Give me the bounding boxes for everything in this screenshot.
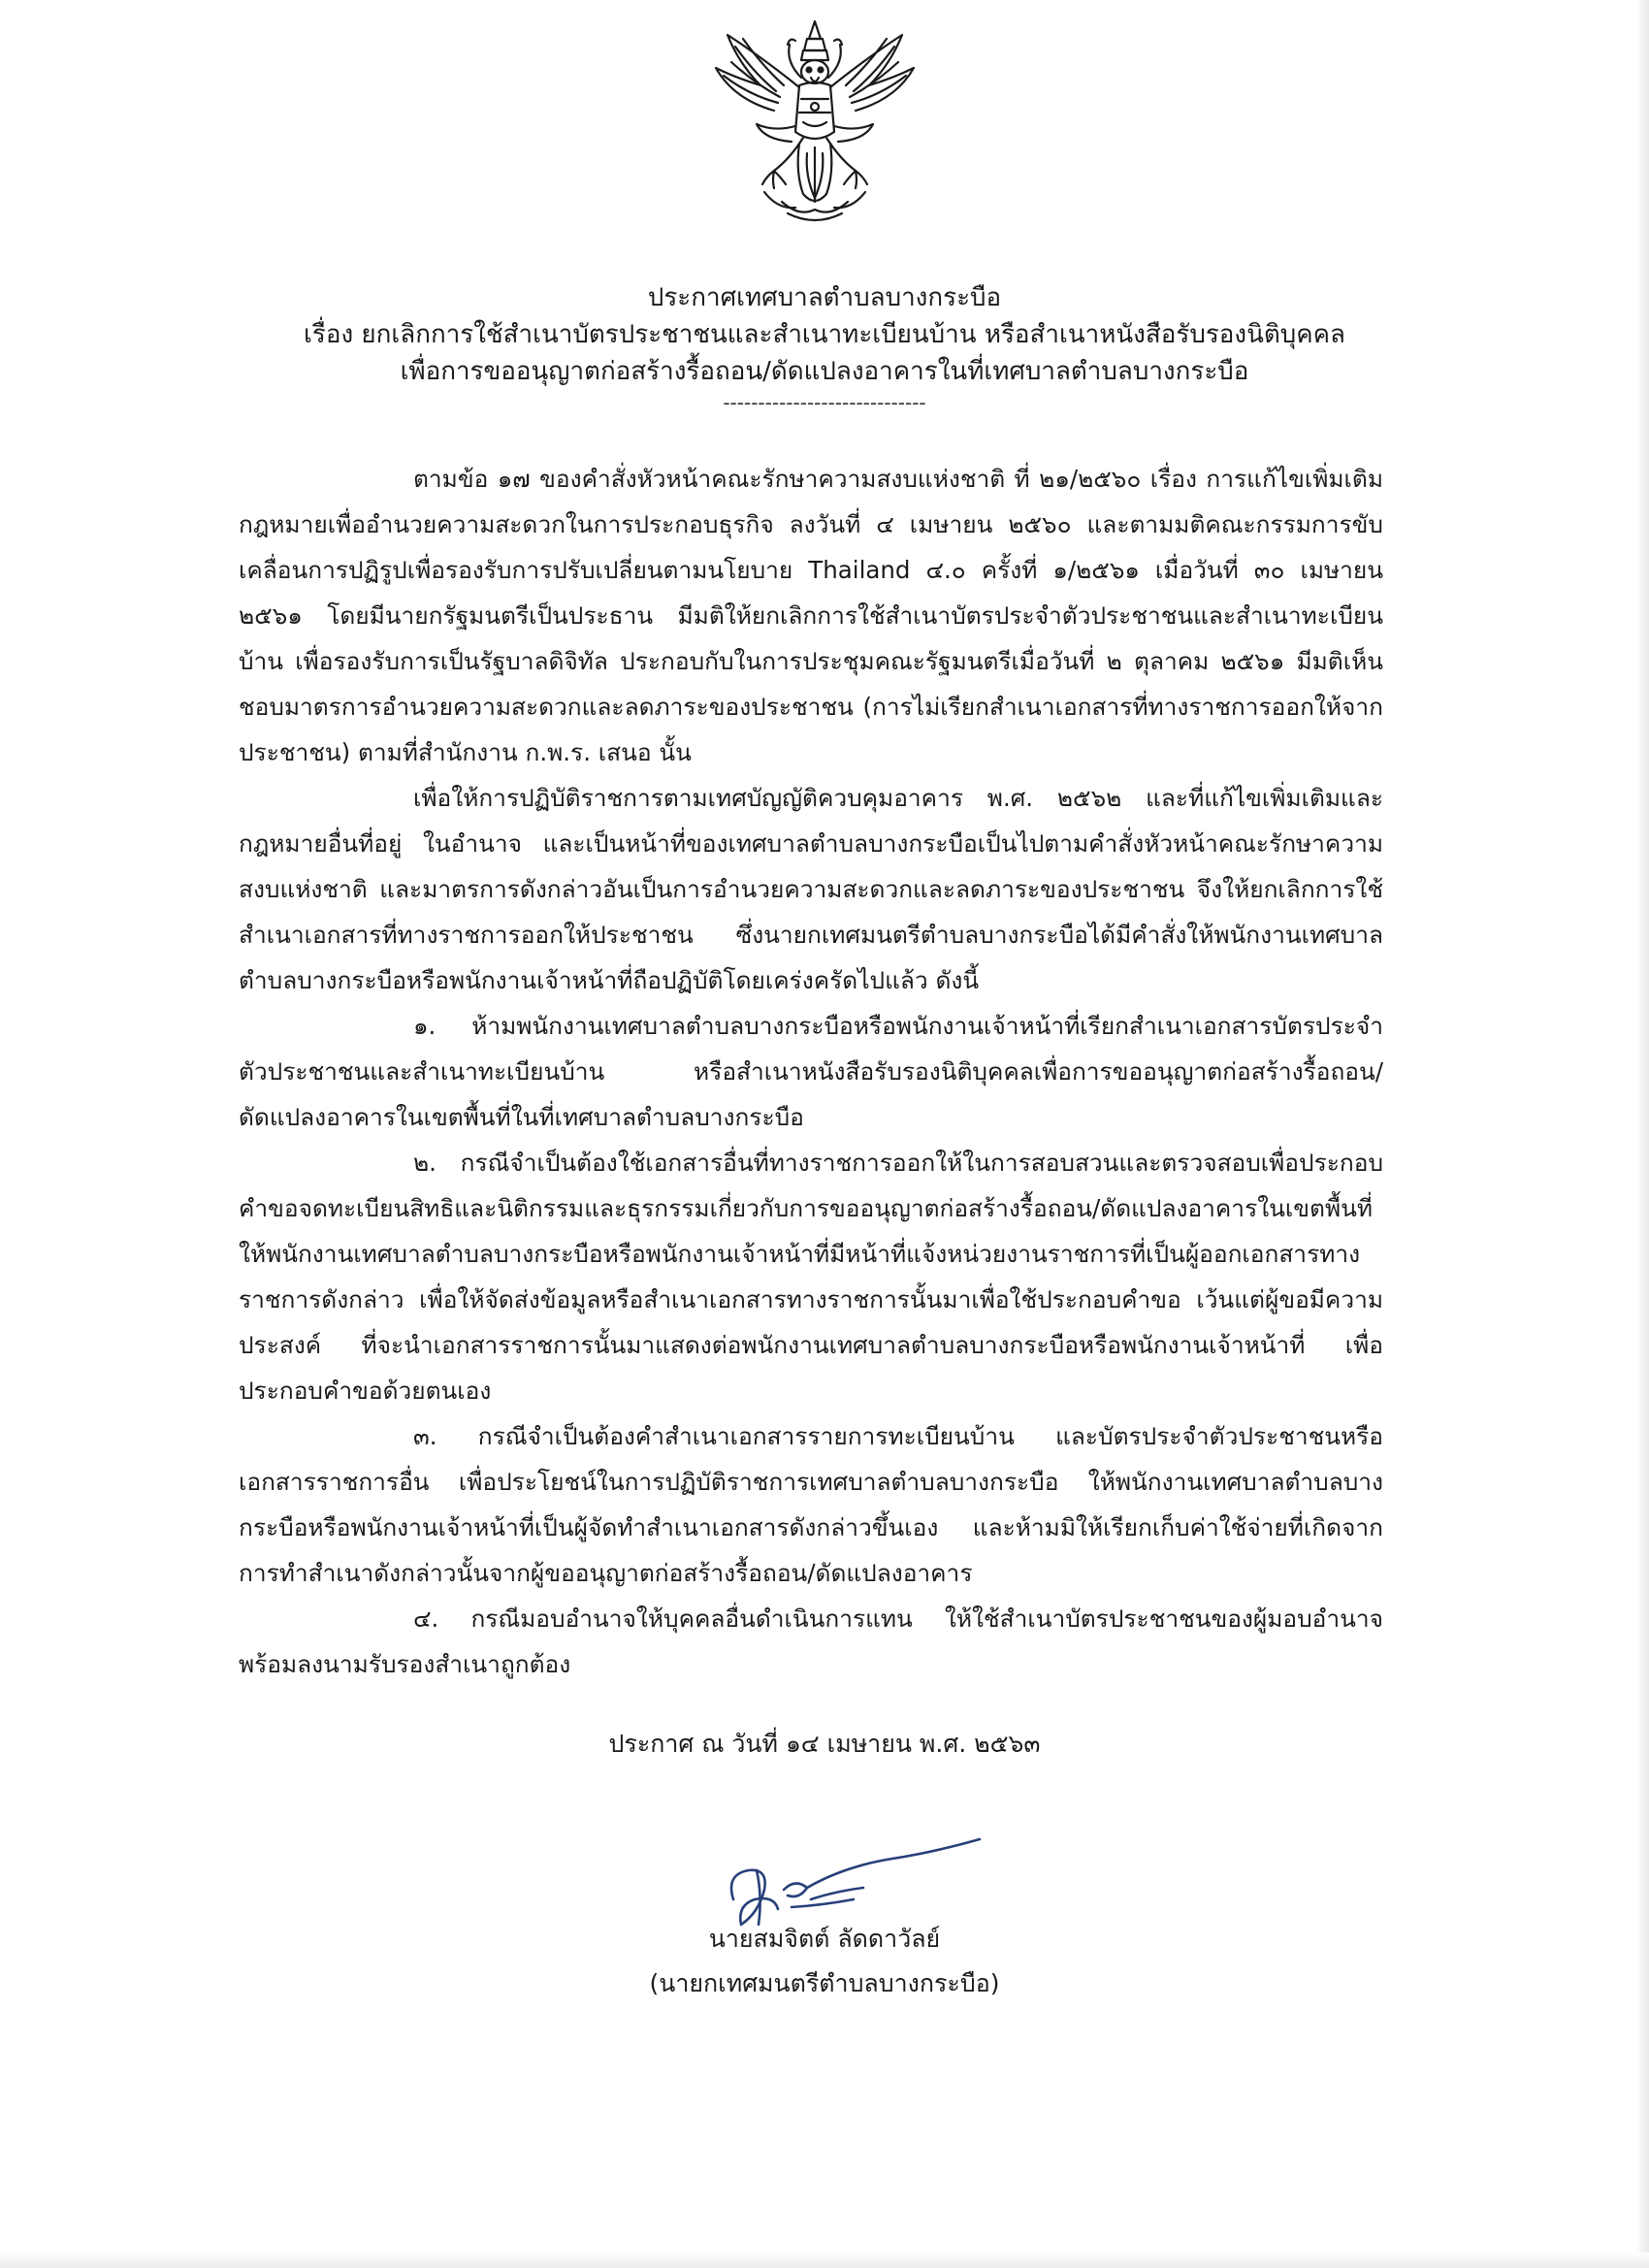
signatory-block [543, 1917, 1106, 2006]
garuda-emblem-icon [706, 17, 923, 229]
announcement-title: ประกาศเทศบาลตำบลบางกระบือ [647, 283, 1002, 312]
signatory-position: (นายกเทศมนตรีตำบลบางกระบือ) [649, 1969, 1000, 1997]
body-paragraph-item-3: ๓. กรณีจำเป็นต้องคำสำเนาเอกสารรายการทะเบียนบ้าน และบัตรประจำตัวประชาชนหรือเอกสารราชการอื่น เพื่อประโยชน์ในการปฏิบัติราชการเทศบาลตำบลบางกระบือ ให้พนักงานเทศบาลตำบลบางกระบือหรือพนักงานเจ้าหน้าที่เป็นผู้จัดทำสำเนาเอกสารดังกล่าวขึ้นเอง และห้ามมิให้เรียกเก็บค่าใช้จ่ายที่เกิดจากการทำสำเนาดังกล่าวนั้นจากผู้ขออนุญาตก่อสร้างรื้อถอน/ดัดแปลงอาคาร [239, 1422, 1383, 1587]
body-paragraph-item-1: ๑. ห้ามพนักงานเทศบาลตำบลบางกระบือหรือพนักงานเจ้าหน้าที่เรียกสำเนาเอกสารบัตรประจำตัวประชาชนและสำเนาทะเบียนบ้าน หรือสำเนาหนังสือรับรองนิติบุคคลเพื่อการขออนุญาตก่อสร้างรื้อถอน/ดัดแปลงอาคารในเขตพื้นที่ในที่เทศบาลตำบลบางกระบือ [239, 1012, 1383, 1131]
body-paragraph-preamble: ตามข้อ ๑๗ ของคำสั่งหัวหน้าคณะรักษาความสงบแห่งชาติ ที่ ๒๑/๒๕๖๐ เรื่อง การแก้ไขเพิ่มเติมกฎหมายเพื่ออำนวยความสะดวกในการประกอบธุรกิจ ลงวันที่ ๔ เมษายน ๒๕๖๐ และตามมติคณะกรรมการขับเคลื่อนการปฏิรูปเพื่อรองรับการปรับเปลี่ยนตามนโยบาย Thailand ๔.๐ ครั้งที่ ๑/๒๕๖๑ เมื่อวันที่ ๓๐ เมษายน ๒๕๖๑ โดยมีนายกรัฐมนตรีเป็นประธาน มีมติให้ยกเลิกการใช้สำเนาบัตรประจำตัวประชาชนและสำเนาทะเบียนบ้าน เพื่อรองรับการเป็นรัฐบาลดิจิทัล ประกอบกับในการประชุมคณะรัฐมนตรีเมื่อวันที่ ๒ ตุลาคม ๒๕๖๑ มีมติเห็นชอบมาตรการอำนวยความสะดวกและลดภาระของประชาชน (การไม่เรียกสำเนาเอกสารที่ทางราชการออกให้จากประชาชน) ตามที่สำนักงาน ก.พ.ร. เสนอ นั้น [239, 465, 1383, 766]
announcement-subject-line-1: เรื่อง ยกเลิกการใช้สำเนาบัตรประชาชนและสำเนาทะเบียนบ้าน หรือสำเนาหนังสือรับรองนิติบุคคล [304, 320, 1345, 349]
body-paragraph-item-2: ๒. กรณีจำเป็นต้องใช้เอกสารอื่นที่ทางราชการออกให้ในการสอบสวนและตรวจสอบเพื่อประกอบคำขอจดทะเบียนสิทธิและนิติกรรมและธุรกรรมเกี่ยวกับการขออนุญาตก่อสร้างรื้อถอน/ดัดแปลงอาคารในเขตพื้นที่ ให้พนักงานเทศบาลตำบลบางกระบือหรือพนักงานเจ้าหน้าที่มีหน้าที่แจ้งหน่วยงานราชการที่เป็นผู้ออกเอกสารทางราชการดังกล่าว เพื่อให้จัดส่งข้อมูลหรือสำเนาเอกสารทางราชการนั้นมาเพื่อใช้ประกอบคำขอ เว้นแต่ผู้ขอมีความประสงค์ ที่จะนำเอกสารราชการนั้นมาแสดงต่อพนักงานเทศบาลตำบลบางกระบือหรือพนักงานเจ้าหน้าที่ เพื่อประกอบคำขอด้วยตนเอง [239, 1149, 1383, 1405]
body-paragraph-purpose: เพื่อให้การปฏิบัติราชการตามเทศบัญญัติควบคุมอาคาร พ.ศ. ๒๕๖๒ และที่แก้ไขเพิ่มเติมและกฎหมายอื่นที่อยู่ ในอำนาจ และเป็นหน้าที่ของเทศบาลตำบลบางกระบือเป็นไปตามคำสั่งหัวหน้าคณะรักษาความสงบแห่งชาติ และมาตรการดังกล่าวอันเป็นการอำนวยความสะดวกและลดภาระของประชาชน จึงให้ยกเลิกการใช้สำเนาเอกสารที่ทางราชการออกให้ประชาชน ซึ่งนายกเทศมนตรีตำบลบางกระบือได้มีคำสั่งให้พนักงานเทศบาลตำบลบางกระบือหรือพนักงานเจ้าหน้าที่ถือปฏิบัติโดยเคร่งครัดไปแล้ว ดังนี้ [239, 784, 1383, 994]
announcement-subject-line-2: เพื่อการขออนุญาตก่อสร้างรื้อถอน/ดัดแปลงอาคารในที่เทศบาลตำบลบางกระบือ [400, 357, 1249, 386]
body-paragraph-item-4: ๔. กรณีมอบอำนาจให้บุคคลอื่นดำเนินการแทน ให้ใช้สำเนาบัตรประชาชนของผู้มอบอำนาจพร้อมลงนามรับรองสำเนาถูกต้อง [239, 1604, 1383, 1678]
scan-edge-bottom [0, 2252, 1649, 2268]
heading-separator: ----------------------------- [723, 391, 926, 414]
scan-edge-right [1635, 0, 1649, 2268]
announcement-body [239, 456, 1383, 1687]
announcement-date: ประกาศ ณ วันที่ ๑๔ เมษายน พ.ศ. ๒๕๖๓ [608, 1730, 1041, 1758]
signatory-name: นายสมจิตต์ ลัดดาวัลย์ [708, 1925, 941, 1953]
announcement-heading [155, 279, 1494, 415]
